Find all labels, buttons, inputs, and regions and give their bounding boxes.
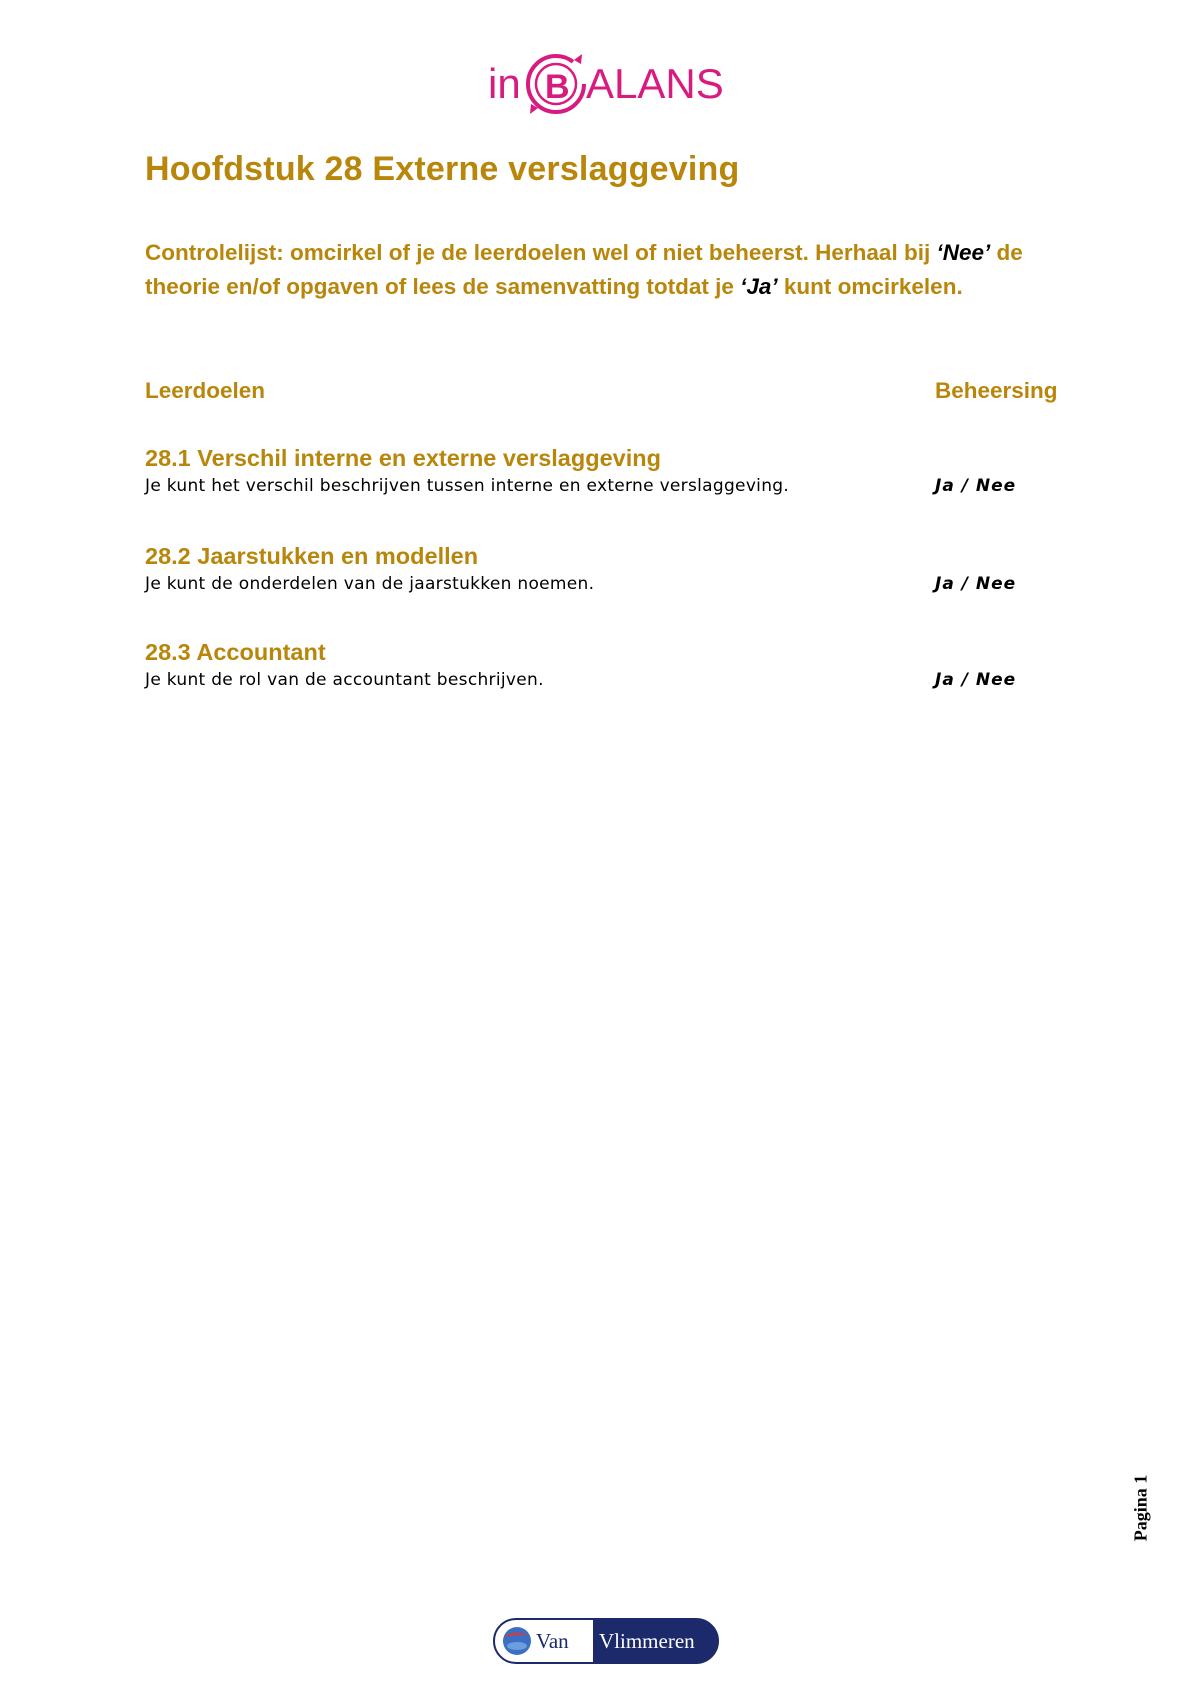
- footer-logo-right-text: Vlimmeren: [599, 1629, 695, 1653]
- section-heading: 28.3 Accountant: [145, 639, 326, 665]
- intro-text-1: Controlelijst: omcirkel of je de leerdoelen wel of niet beheerst. Herhaal bij: [145, 240, 937, 265]
- mastery-choice: Ja / Nee: [935, 476, 1017, 496]
- intro-nee: ‘Nee’: [936, 240, 991, 265]
- mastery-choice: Ja / Nee: [935, 574, 1017, 594]
- logo-letter-text: B: [545, 68, 570, 106]
- footer-logo-left-text: Van: [536, 1629, 569, 1653]
- column-header-beheersing: Beheersing: [935, 378, 1058, 403]
- page-number: [1128, 1448, 1154, 1568]
- column-header-leerdoelen: Leerdoelen: [145, 378, 266, 403]
- mastery-choice: Ja / Nee: [935, 670, 1017, 690]
- learning-goal-section: [145, 445, 1085, 506]
- section-heading: 28.1 Verschil interne en externe verslaggeving: [145, 445, 661, 471]
- intro-text-2: de theorie en/of opgaven of lees de samenvatting totdat je: [145, 240, 1023, 299]
- learning-goal-row: [145, 670, 1085, 700]
- learning-goal-description: Je kunt het verschil beschrijven tussen interne en externe verslaggeving.: [145, 476, 790, 496]
- intro-ja: ‘Ja’: [740, 274, 778, 299]
- section-heading: 28.2 Jaarstukken en modellen: [145, 543, 479, 569]
- intro-instructions: [145, 236, 1085, 304]
- inbalans-logo: [488, 46, 728, 120]
- learning-goal-description: Je kunt de rol van de accountant beschrijven.: [145, 670, 544, 690]
- globe-icon: [503, 1627, 531, 1655]
- learning-goal-row: [145, 476, 1085, 506]
- learning-goal-row: [145, 574, 1085, 604]
- learning-goal-section: [145, 543, 1085, 604]
- page-title: Hoofdstuk 28 Externe verslaggeving: [145, 150, 740, 188]
- learning-goal-section: [145, 639, 1085, 700]
- van-vlimmeren-logo: [493, 1618, 719, 1664]
- logo-suffix-text: ALANS: [586, 60, 724, 107]
- intro-text-3: kunt omcirkelen.: [777, 274, 963, 299]
- page-number-label: Pagina 1: [1130, 1474, 1151, 1542]
- logo-prefix-text: in: [488, 60, 521, 107]
- learning-goal-description: Je kunt de onderdelen van de jaarstukken noemen.: [145, 574, 595, 594]
